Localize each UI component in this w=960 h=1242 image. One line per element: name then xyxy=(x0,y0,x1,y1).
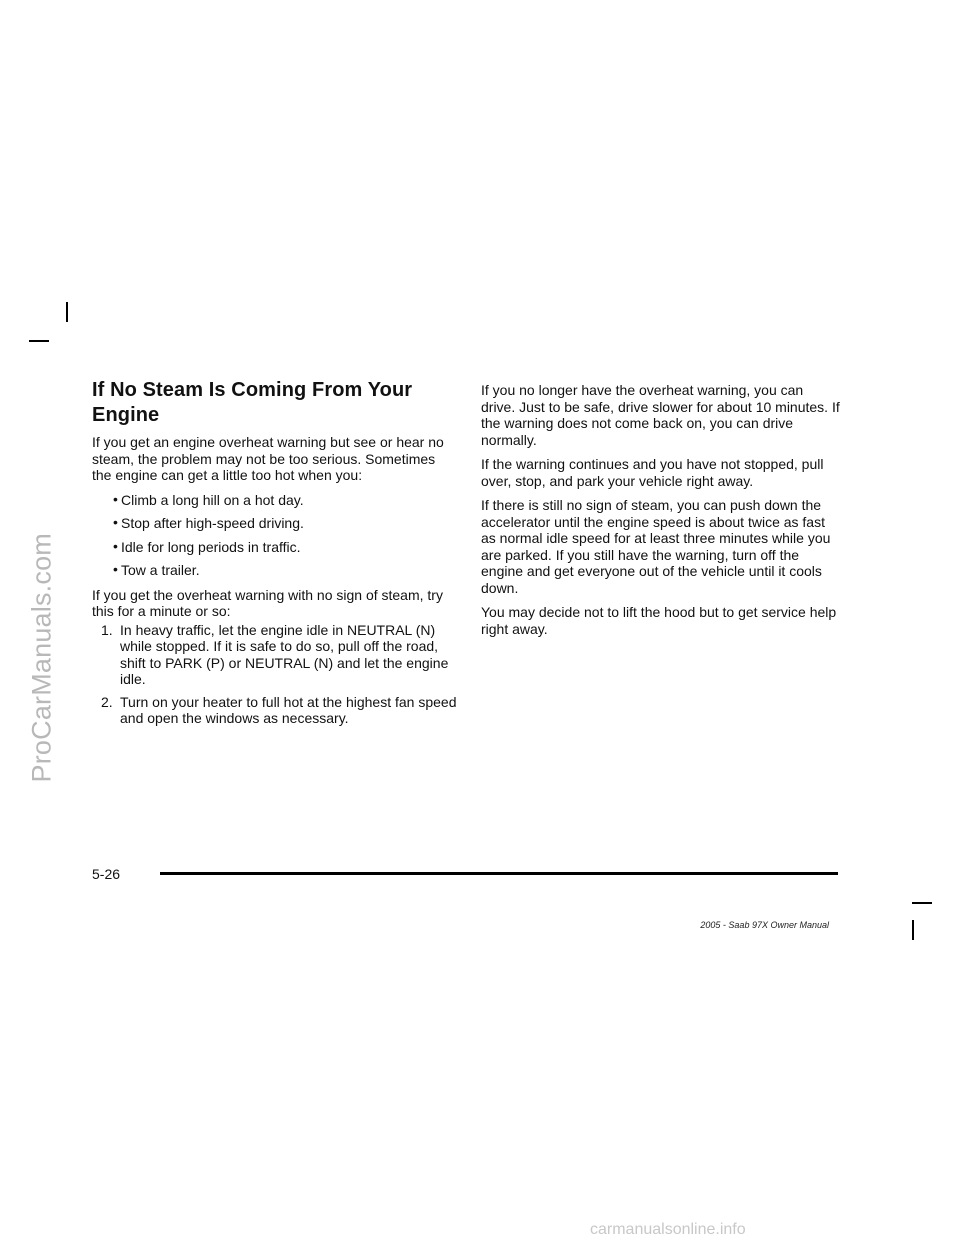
bullet-icon: • xyxy=(113,561,118,577)
paragraph: If you no longer have the overheat warning, you can drive. Just to be safe, drive slower for about 10 minutes. If the warning does not come back on, you can drive normally. xyxy=(481,382,840,448)
paragraph: If the warning continues and you have not stopped, pull over, stop, and park your vehicle right away. xyxy=(481,456,824,489)
page-number: 5-26 xyxy=(92,866,121,882)
crop-mark-top-vertical xyxy=(66,302,68,322)
bullet-icon: • xyxy=(113,537,118,554)
footer-divider xyxy=(160,872,838,875)
section-title: If No Steam Is Coming From Your Engine xyxy=(92,379,413,426)
right-column xyxy=(481,382,841,645)
bullet-icon: • xyxy=(113,490,118,507)
crop-mark-top-horizontal xyxy=(29,340,49,342)
step-number: 2. xyxy=(101,693,113,710)
step-text: Turn on your heater to full hot at the highest fan speed and open the windows as necessary. xyxy=(120,693,457,726)
list-item: • Idle for long periods in traffic. xyxy=(113,537,301,555)
step-text: In heavy traffic, let the engine idle in NEUTRAL (N) while stopped. If it is safe to do so, pull off the road, shift to PARK (P) or NEUTRAL (N) and let the engine idle. xyxy=(120,621,449,687)
paragraph: You may decide not to lift the hood but to get service help right away. xyxy=(481,604,837,637)
bullet-icon: • xyxy=(113,514,118,530)
paragraph: If there is still no sign of steam, you can push down the accelerator until the engine speed is about twice as fast as normal idle speed for at least three minutes while you are parked. If you still have the warning, turn off the engine and get everyone out of the vehicle until it cools down. xyxy=(481,497,831,596)
step-item xyxy=(92,622,457,688)
list-item: • Tow a trailer. xyxy=(113,561,200,578)
side-watermark: ProCarManuals.com xyxy=(26,533,57,783)
left-column xyxy=(92,378,457,733)
crop-mark-bottom-vertical xyxy=(912,920,914,940)
bottom-watermark: carmanualsonline.info xyxy=(590,1221,746,1238)
condition-list xyxy=(92,492,457,579)
intro-paragraph: If you get an engine overheat warning but see or hear no steam, the problem may not be too serious. Sometimes the engine can get a little too hot when you: xyxy=(92,434,444,483)
steps-intro-paragraph: If you get the overheat warning with no sign of steam, try this for a minute or so: xyxy=(92,586,443,619)
crop-mark-bottom-horizontal xyxy=(912,902,932,904)
list-item: • Climb a long hill on a hot day. xyxy=(113,490,304,508)
list-item: • Stop after high-speed driving. xyxy=(113,514,304,531)
steps-list xyxy=(92,622,457,727)
step-item xyxy=(92,694,457,727)
step-number: 1. xyxy=(101,621,113,638)
manual-title: 2005 - Saab 97X Owner Manual xyxy=(700,920,829,930)
